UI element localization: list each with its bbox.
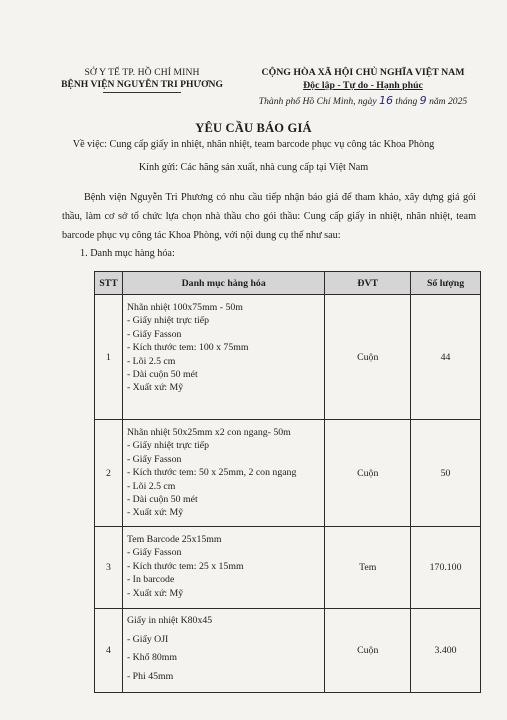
desc-line: - Lõi 2.5 cm [126, 480, 176, 492]
desc-line: - Lõi 2.5 cm [126, 355, 176, 367]
header-underline [103, 92, 181, 93]
row-qty: 44 [411, 295, 481, 420]
document-subject: Về việc: Cung cấp giấy in nhiệt, nhãn nhiệt, team barcode phục vụ công tác Khoa Phòng [72, 139, 435, 150]
row-unit: Cuộn [325, 609, 411, 693]
row-description [122, 420, 324, 527]
row-stt: 4 [95, 609, 123, 693]
col-header-item: Danh mục hàng hóa [122, 272, 324, 295]
desc-line: - Kích thước tem: 50 x 25mm, 2 con ngang [126, 467, 297, 479]
desc-line: - Giấy Fasson [126, 453, 182, 465]
desc-line: - Phi 45mm [126, 670, 174, 682]
desc-line: - Xuất xứ: Mỹ [126, 382, 184, 394]
row-stt: 1 [95, 295, 123, 420]
row-unit: Cuộn [325, 295, 411, 420]
desc-line: - Kích thước tem: 25 x 15mm [126, 560, 244, 572]
desc-line: - In barcode [126, 574, 175, 586]
table-row [95, 295, 481, 420]
section-heading: 1. Danh mục hàng hóa: [80, 248, 175, 259]
row-qty: 3.400 [411, 609, 481, 693]
row-unit: Tem [325, 527, 411, 609]
table-header-row [95, 272, 481, 295]
desc-line: Tem Barcode 25x15mm [126, 534, 222, 545]
row-description [122, 527, 324, 609]
desc-line: - Giấy nhiệt trực tiếp [126, 440, 209, 452]
document-title: YÊU CẦU BÁO GIÁ [195, 121, 312, 135]
national-header [248, 67, 478, 107]
row-description [122, 609, 324, 693]
row-description [122, 295, 324, 420]
national-name: CỘNG HÒA XÃ HỘI CHỦ NGHĨA VIỆT NAM [261, 67, 465, 78]
desc-line: - Khổ 80mm [126, 652, 178, 663]
year: năm 2025 [429, 96, 468, 107]
recipient-line: Kính gửi: Các hãng sản xuất, nhà cung cấp tại Việt Nam [138, 162, 369, 173]
desc-line: - Giấy OJI [126, 633, 169, 645]
desc-line: Giấy in nhiệt K80x45 [126, 615, 213, 626]
place-prefix: Thành phố Hồ Chí Minh, ngày [258, 96, 377, 107]
row-qty: 170.100 [411, 527, 481, 609]
table-row [95, 527, 481, 609]
handwritten-day: 16 [379, 94, 393, 107]
national-motto: Độc lập - Tự do - Hạnh phúc [303, 80, 423, 91]
desc-line: - Giấy Fasson [126, 328, 182, 340]
hospital-name: BỆNH VIỆN NGUYỄN TRI PHƯƠNG [61, 79, 223, 90]
col-header-qty: Số lượng [411, 272, 481, 295]
place-date [248, 94, 478, 107]
desc-line: - Dài cuộn 50 mét [126, 494, 198, 506]
desc-line: - Giấy nhiệt trực tiếp [126, 315, 209, 327]
month-word: tháng [395, 96, 418, 107]
row-unit: Cuộn [325, 420, 411, 527]
handwritten-month: 9 [419, 94, 427, 107]
table-row [95, 609, 481, 693]
agency-header [42, 67, 242, 93]
desc-line: Nhãn nhiệt 100x75mm - 50m [126, 302, 243, 313]
desc-line: - Dài cuộn 50 mét [126, 369, 198, 381]
row-qty: 50 [411, 420, 481, 527]
desc-line: - Xuất xứ: Mỹ [126, 507, 184, 519]
desc-line: Nhãn nhiệt 50x25mm x2 con ngang- 50m [126, 427, 291, 438]
col-header-stt: STT [95, 272, 123, 295]
parent-agency: SỞ Y TẾ TP. HỒ CHÍ MINH [84, 67, 200, 78]
intro-paragraph: Bệnh viện Nguyễn Tri Phương có nhu cầu tiếp nhận báo giá để tham khảo, xây dựng giá gói thầu, làm cơ sở tổ chức lựa chọn nhà thầu cho gói thầu: Cung cấp giấy in nhiệt, nhãn nhiệt, team barcode phục vụ công tác Khoa Phòng, với nội dung cụ thể như sau: [62, 192, 476, 241]
row-stt: 2 [95, 420, 123, 527]
col-header-unit: ĐVT [325, 272, 411, 295]
desc-line: - Xuất xứ: Mỹ [126, 587, 184, 599]
desc-line: - Giấy Fasson [126, 547, 182, 559]
goods-table [94, 271, 481, 693]
table-row [95, 420, 481, 527]
row-stt: 3 [95, 527, 123, 609]
desc-line: - Kích thước tem: 100 x 75mm [126, 342, 249, 354]
